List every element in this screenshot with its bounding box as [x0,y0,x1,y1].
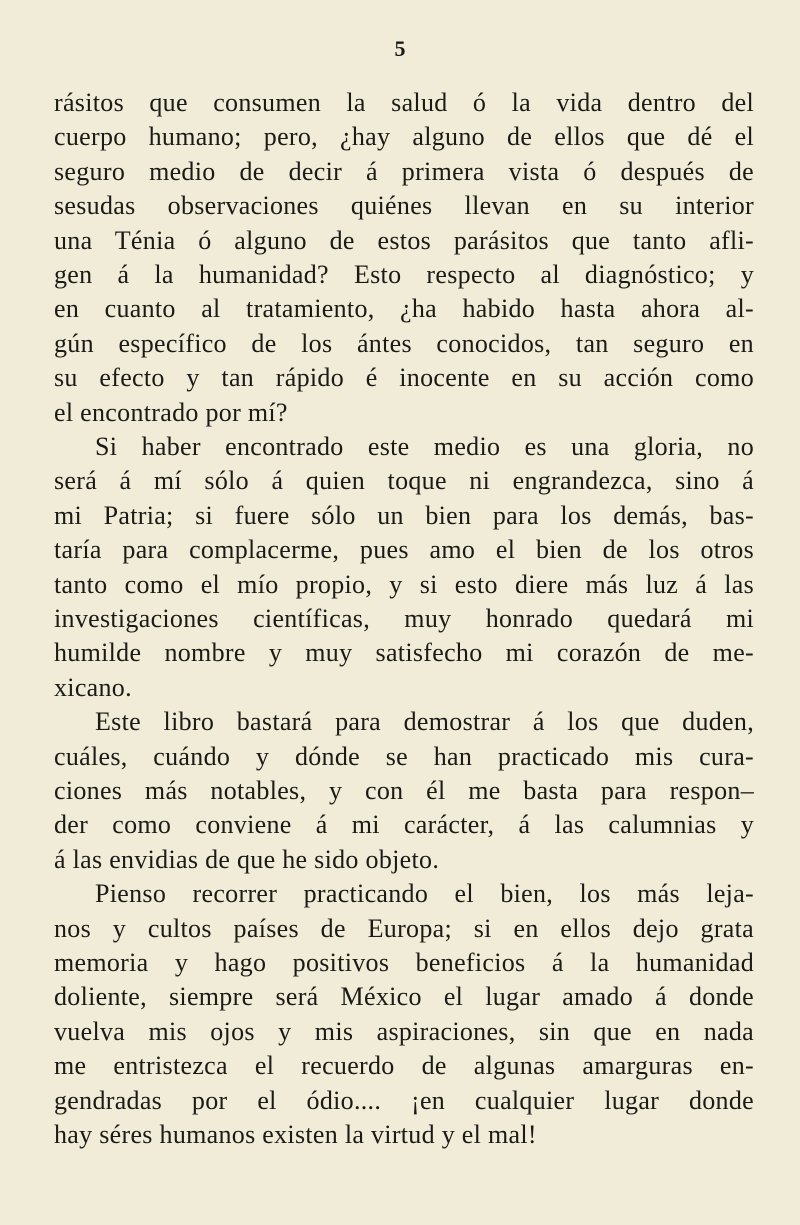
text-line: Este libro bastará para demostrar á los que duden, [95,707,754,737]
text-line: gen á la humanidad? Esto respecto al diagnóstico; y [54,260,754,289]
text-line: mi Patria; si fuere sólo un bien para los demás, bas- [54,500,754,530]
text-line: der como conviene á mi carácter, á las calumnias y [54,810,754,840]
text-line: á las envidias de que he sido objeto. [54,844,440,874]
text-line: memoria y hago positivos beneficios á la humanidad [54,948,754,977]
text-line: tanto como el mío propio, y si esto diere más luz á las [54,569,754,599]
text-line: humilde nombre y muy satisfecho mi corazón de me- [54,638,754,668]
text-line: gún específico de los ántes conocidos, tan seguro en [54,328,754,358]
text-line: en cuanto al tratamiento, ¿ha habido hasta ahora al- [54,294,754,324]
text-line: rásitos que consumen la salud ó la vida dentro del [54,88,754,117]
text-line: investigaciones científicas, muy honrado quedará mi [54,604,754,633]
text-line: gendradas por el ódio.... ¡en cualquier lugar donde [54,1085,754,1115]
text-line: nos y cultos países de Europa; si en ellos dejo grata [54,913,754,943]
text-line: una Ténia ó alguno de estos parásitos que tanto afli- [54,225,754,255]
text-line: sesudas observaciones quiénes llevan en su interior [54,191,754,221]
text-line: hay séres humanos existen la virtud y el mal! [54,1120,537,1149]
text-line: me entristezca el recuerdo de algunas amarguras en- [54,1051,754,1081]
text-line: seguro medio de decir á primera vista ó después de [54,156,754,186]
text-line: Pienso recorrer practicando el bien, los más leja- [95,879,754,909]
text-line: xicano. [54,672,132,702]
text-line: taría para complacerme, pues amo el bien de los otros [54,535,754,565]
text-line: el encontrado por mí? [54,397,288,427]
text-line: doliente, siempre será México el lugar amado á donde [54,982,754,1012]
text-line: será á mí sólo á quien toque ni engrandezca, sino á [54,466,754,496]
text-line: Si haber encontrado este medio es una gloria, no [95,432,754,461]
text-line: cuáles, cuándo y dónde se han practicado mis cura- [54,741,754,771]
text-line: ciones más notables, y con él me basta para respon– [54,776,754,805]
text-line: su efecto y tan rápido é inocente en su acción como [54,363,754,393]
text-line: cuerpo humano; pero, ¿hay alguno de ellos que dé el [54,122,754,152]
text-line: vuelva mis ojos y mis aspiraciones, sin que en nada [54,1016,754,1046]
page-number: 5 [394,36,406,61]
